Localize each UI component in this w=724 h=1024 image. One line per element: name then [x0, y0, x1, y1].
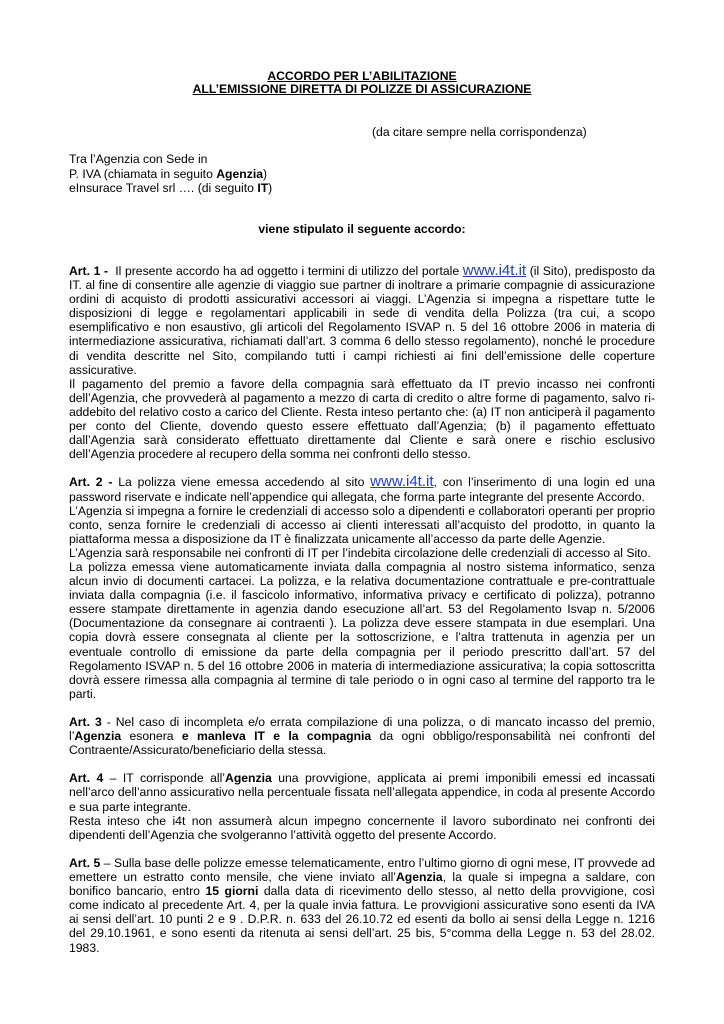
article-4: Art. 4 – IT corrisponde all’Agenzia una provvigione, applicata ai premi imponibili emessi ed incassati nell’arco dell’anno assicurativo nella percentuale fissata nell’allegata appendice, in coda al presente Accordo e sua parte integrante.: [69, 771, 656, 814]
parties-block: [69, 152, 272, 196]
article-4-label: Art. 4: [69, 771, 104, 786]
article-2-credentials: L’Agenzia si impegna a fornire le credenziali di accesso solo a dipendenti e collaboratori operanti per proprio conto, senza fornire le credenziali di accesso ai clienti interessati all’acquisto del prodotto, in quanto la piattaforma messa a disposizione da IT è finalizzata unicamente all’accesso da parte delle Agenzie.: [69, 503, 655, 546]
document-title-line2: ALL’EMISSIONE DIRETTA DI POLIZZE DI ASSICURAZIONE: [192, 82, 532, 96]
site-link[interactable]: www.i4t.it: [370, 473, 434, 491]
article-5: Art. 5 – Sulla base delle polizze emesse telematicamente, entro l’ultimo giorno di ogni mese, IT provvede ad emettere un estratto conto mensile, che viene inviato all’Agenzia, la quale si impegna a saldare, con bonifico bancario, entro 15 giorni dalla data di ricevimento dello stesso, al netto della provvigione, così come indicato al precedente Art. 4, per la quale invia fattura. Le provvigioni assicurative sono esenti da IVA ai sensi dell’art. 10 punti 2 e 9 . D.P.R. n. 633 del 26.10.72 ed esenti da bollo ai sensi della Legge n. 1216 del 29.10.1961, e sono esenti da ritenuta ai sensi dell’art. 25 bis, 5°comma della Legge n. 53 del 28.02. 1983.: [69, 855, 655, 955]
article-1-label: Art. 1 -: [69, 264, 109, 278]
article-2-policy-delivery: La polizza emessa viene automaticamente inviata dalla compagnia al nostro sistema informatico, senza alcun invio di documenti cartacei. La polizza, e la relativa documentazione contrattuale e pre-contrattuale inviata dalla compagnia (i.e. il fascicolo informativo, informativa privacy e certificato di polizza), potranno essere stampate direttamente in agenzia dando esecuzione all’art. 53 del Regolamento Isvap n. 5/2006 (Documentazione da consegnare ai contraenti ). La polizza deve essere stampata in due esemplari. Una copia dovrà essere consegnata al cliente per la sottoscrizione, e l’altra trattenuta in agenzia per un eventuale controllo di emissione da parte della compagnia per il periodo prescritto dall’art. 57 del Regolamento ISVAP n. 5 del 16 ottobre 2006 in materia di intermediazione assicurativa; la copia sottoscritta dovrà essere rimessa alla compagnia al termine di tale periodo o in ogni caso al termine del rapporto tra le parti.: [69, 559, 655, 701]
article-2: Art. 2 - La polizza viene emessa accedendo al sito www.i4t.it, con l’inserimento di una login ed una password riservate e indicate nell’appendice qui allegata, che forma parte integrante del presente Accordo.: [69, 473, 655, 504]
article-4-employment: Resta inteso che i4t non assumerà alcun impegno concernente il lavoro subordinato nei confronti dei dipendenti dell’Agenzia che svolgeranno l’attività oggetto del presente Accordo.: [69, 813, 655, 842]
article-3: Art. 3 - Nel caso di incompleta e/o errata compilazione di una polizza, o di mancato incasso del premio, l’Agenzia esonera e manleva IT e la compagnia da ogni obbligo/responsabilità nei confronti del Contraente/Assicurato/beneficiario della stessa.: [69, 715, 656, 758]
article-3-label: Art. 3: [69, 715, 102, 729]
article-1: Art. 1 - Il presente accordo ha ad oggetto i termini di utilizzo del portale www.i4t.it (il Sito), predisposto da IT. al fine di consentire alle agenzie di viaggio sue partner di inoltrare a primarie compagnie di assicurazione ordini di acquisto di prodotti assicurativi accessori ai viaggi. L’Agenzia si impegna a rispettare tutte le disposizioni di legge e regolamentari applicabili in sede di vendita della Polizza (tra cui, a scopo esemplificativo e non esaustivo, gli articoli del Regolamento ISVAP n. 5 del 16 ottobre 2006 in materia di intermediazione assicurativa, richiamati dall’art. 3 comma 6 dello stesso regolamento), nonché le procedure di vendita descritte nel Sito, compilando tutti i campi richiesti ai fini dell’emissione delle coperture assicurative.: [69, 262, 655, 377]
article-2-label: Art. 2 -: [69, 475, 113, 490]
parties-line-company: eInsurace Travel srl …. (di seguito IT): [69, 181, 273, 195]
parties-line-vat: P. IVA (chiamata in seguito Agenzia): [69, 166, 268, 181]
document-title-line1: ACCORDO PER L’ABILITAZIONE: [267, 69, 457, 83]
portal-link[interactable]: www.i4t.it: [462, 262, 527, 279]
correspondence-note: (da citare sempre nella corrispondenza): [372, 125, 587, 139]
article-5-label: Art. 5: [69, 855, 101, 870]
article-1-payment: Il pagamento del premio a favore della compagnia sarà effettuato da IT previo incasso nei confronti dell’Agenzia, che provvederà al pagamento a mezzo di carta di credito o altre forme di pagamento, salvo ri-addebito del relativo costo a carico del Cliente. Resta inteso pertanto che: (a) IT non anticiperà il pagamento per conto del Cliente, dovendo questo essere effettuato dall’Agenzia; (b) il pagamento effettuato dall’Agenzia sarà considerato effettuato direttamente dal Cliente e sarà onere e rischio esclusivo dell’Agenzia procedere al recupero della somma nei confronti dello stesso.: [69, 376, 655, 462]
agreement-body: [69, 264, 655, 955]
stipulation-heading: viene stipulato il seguente accordo:: [258, 222, 466, 236]
parties-line-agency: Tra l’Agenzia con Sede in: [69, 152, 208, 166]
article-2-responsibility: L’Agenzia sarà responsabile nei confronti di IT per l’indebita circolazione delle credenziali di accesso al Sito.: [69, 545, 651, 560]
